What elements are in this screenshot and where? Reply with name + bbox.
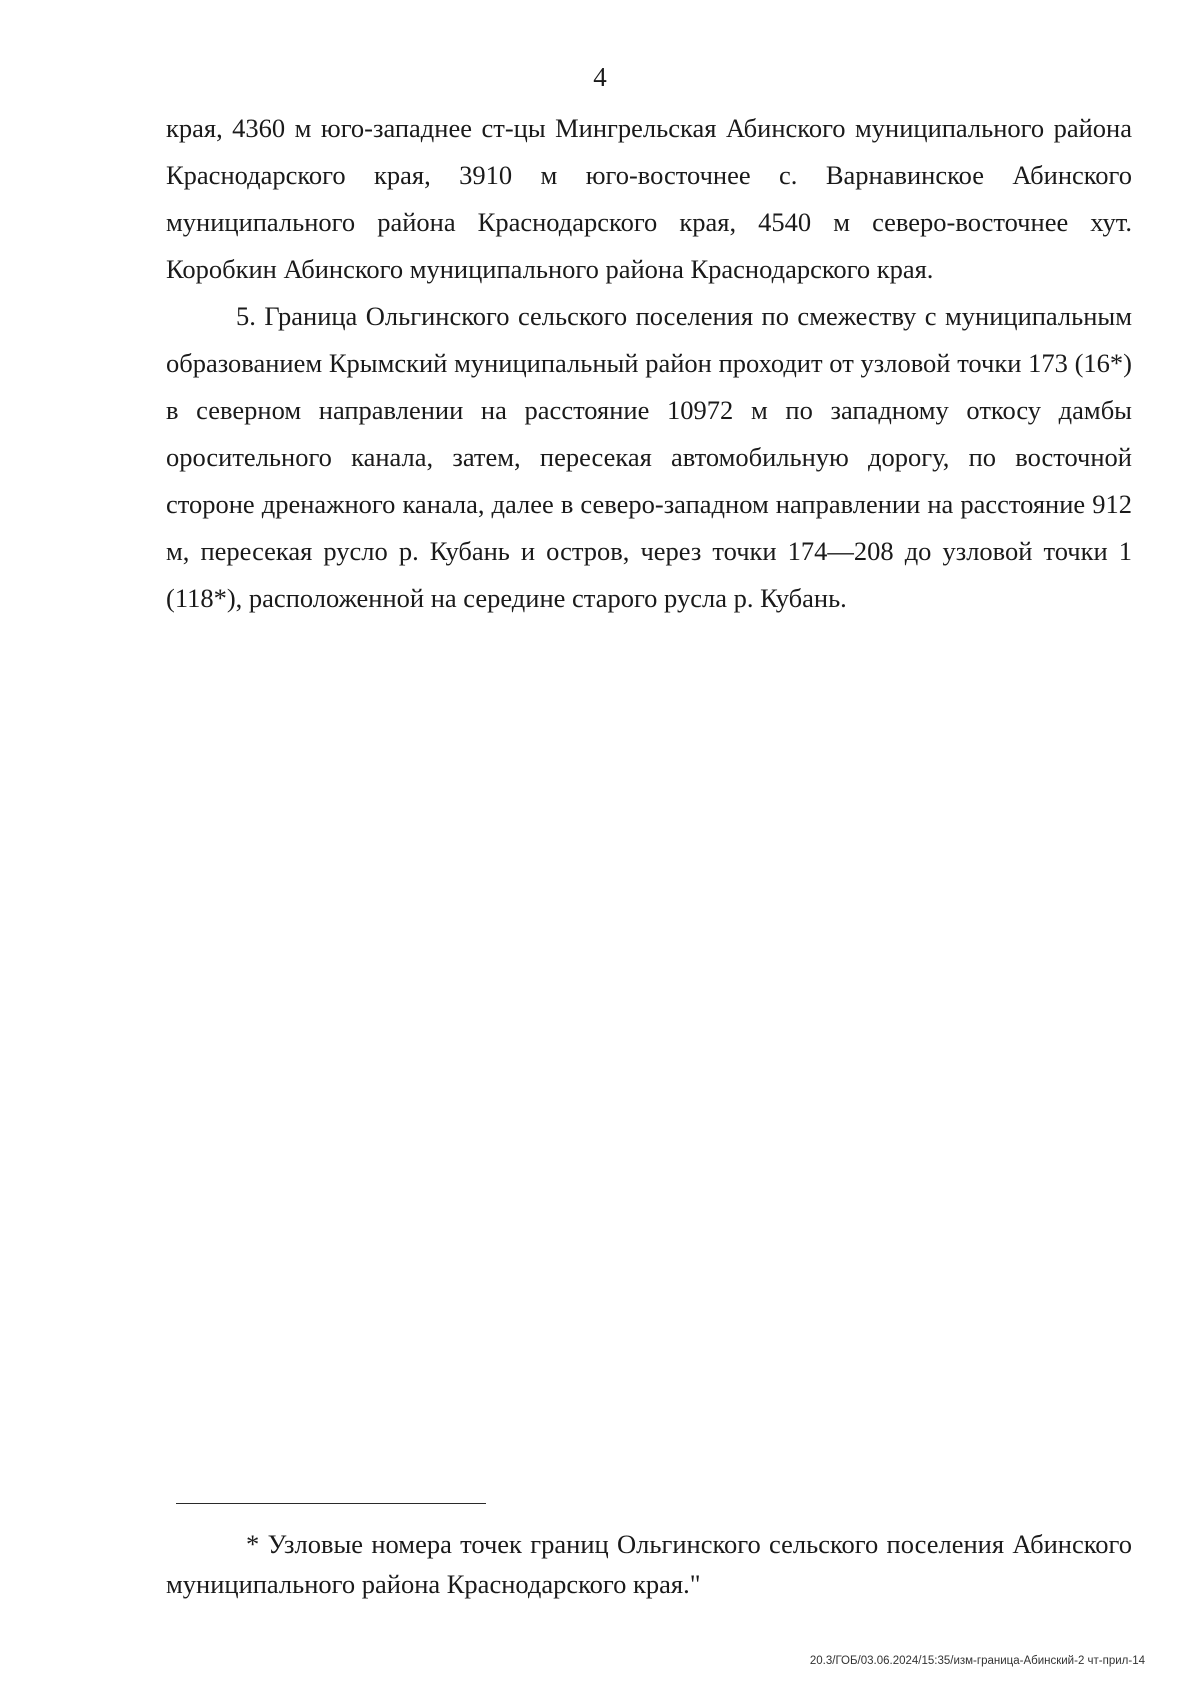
page-number: 4 [593, 62, 607, 92]
document-body [166, 105, 1132, 622]
file-stamp: 20.3/ГОБ/03.06.2024/15:35/изм-граница-Абинский-2 чт-прил-14 [809, 1655, 1145, 1667]
paragraph-continuation: края, 4360 м юго-западнее ст-цы Мингрельская Абинского муниципального района Краснодарского края, 3910 м юго-восточнее с. Варнавинское Абинского муниципального района Краснодарского края, 4540 м северо-восточнее хут. Коробкин Абинского муниципального района Краснодарского края. [166, 113, 1132, 284]
footnote: * Узловые номера точек границ Ольгинского сельского поселения Абинского муниципального района Краснодарского края." [166, 1529, 1132, 1599]
footnote-separator [176, 1503, 486, 1504]
paragraph-item-5: 5. Граница Ольгинского сельского поселения по смежеству с муниципальным образованием Крымский муниципальный район проходит от узловой точки 173 (16*) в северном направлении на расстояние 10972 м по западному откосу дамбы оросительного канала, затем, пересекая автомобильную дорогу, по восточной стороне дренажного канала, далее в северо-западном направлении на расстояние 912 м, пересекая русло р. Кубань и остров, через точки 174—208 до узловой точки 1 (118*), расположенной на середине старого русла р. Кубань. [166, 301, 1132, 613]
